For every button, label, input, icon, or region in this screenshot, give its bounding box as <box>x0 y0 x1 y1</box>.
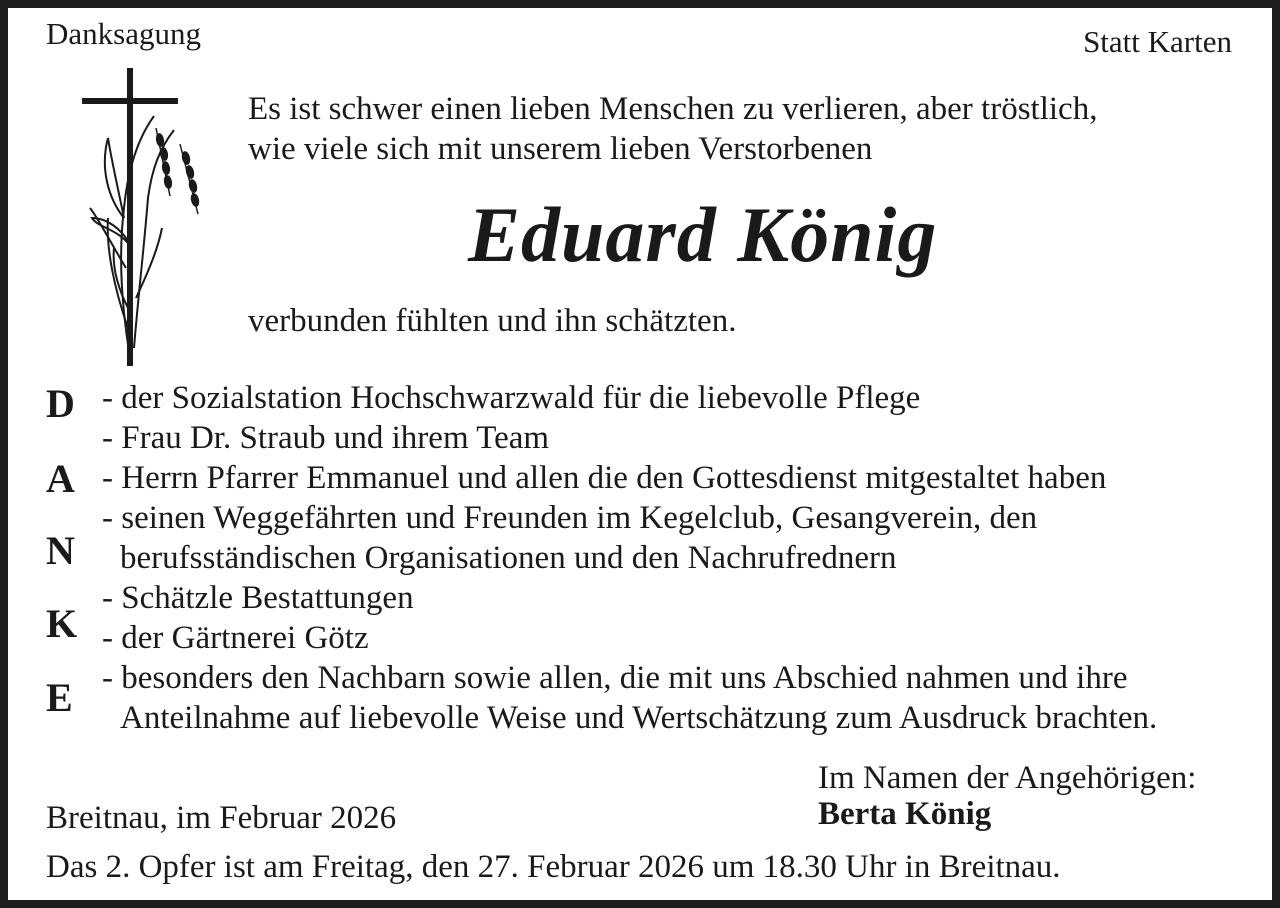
thanks-item: - Herrn Pfarrer Emmanuel und allen die den Gottesdienst mitgestaltet haben <box>102 460 1107 496</box>
intro-line-1: Es ist schwer einen lieben Menschen zu verlieren, aber tröstlich, <box>248 91 1098 127</box>
header-title: Danksagung <box>46 16 201 51</box>
thanks-item-continuation: Anteilnahme auf liebevolle Weise und Wertschätzung zum Ausdruck brachten. <box>120 700 1158 736</box>
danke-letter-e: E <box>46 675 73 720</box>
intro-text <box>248 89 1097 169</box>
signature-name: Berta König <box>818 796 992 832</box>
thanks-item-continuation: berufsständischen Organisationen und den Nachrufrednern <box>120 540 897 576</box>
deceased-name: Eduard König <box>468 191 938 278</box>
thanks-item: - seinen Weggefährten und Freunden im Kegelclub, Gesangverein, den <box>102 500 1038 536</box>
thanks-item: - Schätzle Bestattungen <box>102 580 414 616</box>
thanks-item: - Frau Dr. Straub und ihrem Team <box>102 420 550 456</box>
place-date: Breitnau, im Februar 2026 <box>46 800 397 836</box>
thanks-item: - besonders den Nachbarn sowie allen, die mit uns Abschied nahmen und ihre <box>102 660 1128 696</box>
header-note: Statt Karten <box>1083 24 1232 59</box>
intro-line-2: wie viele sich mit unserem lieben Verstorbenen <box>248 131 873 167</box>
danke-letter-k: K <box>46 601 78 646</box>
danke-letter-d: D <box>46 381 75 426</box>
intro-line-3: verbunden fühlten und ihn schätzten. <box>248 303 737 339</box>
signature-label: Im Namen der Angehörigen: <box>818 760 1197 796</box>
obituary-card <box>8 8 1272 900</box>
danke-letter-n: N <box>46 528 75 573</box>
thanks-item: - der Sozialstation Hochschwarzwald für die liebevolle Pflege <box>102 380 921 416</box>
danke-letter-a: A <box>46 456 75 501</box>
thanks-item: - der Gärtnerei Götz <box>102 620 369 656</box>
cross-with-wheat-icon <box>78 68 208 368</box>
footer-note: Das 2. Opfer ist am Freitag, den 27. Februar 2026 um 18.30 Uhr in Breitnau. <box>46 849 1061 885</box>
